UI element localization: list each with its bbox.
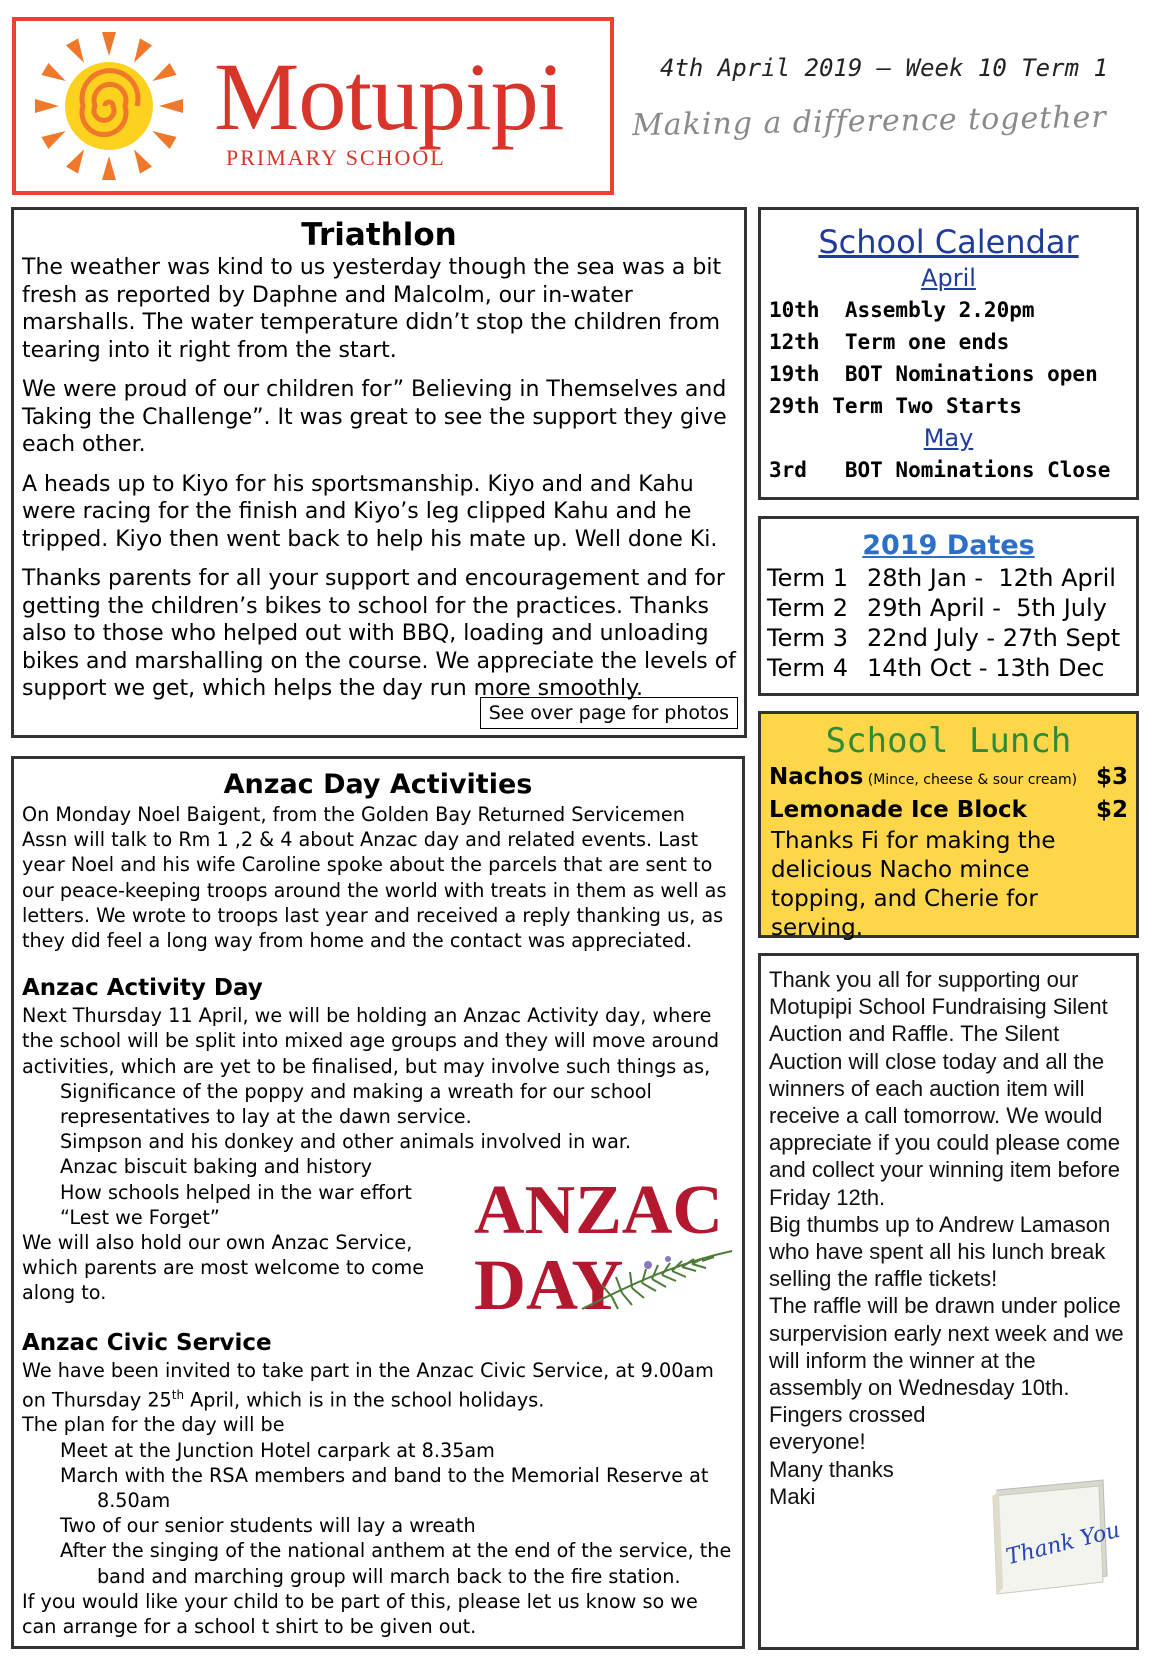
anzac-civic-text xyxy=(22,1358,734,1413)
plan-item: After the singing of the national anthem at the end of the service, the xyxy=(60,1539,732,1563)
anzac-closing: If you would like your child to be part of this, please let us know so we can arrange for a school t shirt to be given out. xyxy=(22,1589,698,1639)
civic-text-part: We have been invited to take part in the Anzac Civic Service, at 9.00am on Thursday 25 xyxy=(22,1358,714,1412)
term-range: 22nd July - 27th Sept xyxy=(867,624,1121,652)
lunch-item xyxy=(769,795,1128,825)
calendar-event: 19th BOT Nominations open xyxy=(769,362,1098,386)
thanks-line: everyone! xyxy=(769,1429,866,1455)
school-name: Motupipi xyxy=(214,43,564,150)
anzac-day-logo xyxy=(472,1169,738,1325)
term-row xyxy=(767,563,1136,593)
thanks-signature: Maki xyxy=(769,1483,816,1509)
anzac-title: Anzac Day Activities xyxy=(223,769,533,800)
lunch-item-note: (Mince, cheese & sour cream) xyxy=(863,772,1078,788)
term-label: Term 1 xyxy=(767,564,849,592)
activity-list-item: How schools helped in the war effort xyxy=(60,1180,412,1204)
sun-logo-icon xyxy=(34,31,184,181)
activity-list-item: “Lest we Forget” xyxy=(60,1205,220,1229)
term-range: 28th Jan - 12th April xyxy=(867,564,1116,592)
school-calendar xyxy=(758,207,1139,500)
school-subtitle: PRIMARY SCHOOL xyxy=(226,145,446,170)
term-label: Term 4 xyxy=(767,654,849,682)
lunch-item-name: Nachos xyxy=(769,764,864,790)
thanks-line: Many thanks xyxy=(769,1456,894,1482)
calendar-event: 12th Term one ends xyxy=(769,330,1010,354)
anzac-logo-line1: ANZAC xyxy=(474,1172,723,1249)
triathlon-paragraph: We were proud of our children for” Believing in Themselves and Taking the Challenge”. It was great to see the support they give each other. xyxy=(22,377,727,457)
lunch-thanks: Thanks Fi for making the delicious Nacho mince topping, and Cherie for serving. xyxy=(771,828,1056,941)
calendar-month-may: May xyxy=(923,424,974,452)
plan-item: Two of our senior students will lay a wreath xyxy=(60,1514,476,1538)
anzac-article xyxy=(11,756,745,1649)
lunch-title: School Lunch xyxy=(825,721,1072,761)
thank-you-card-icon xyxy=(979,1476,1123,1596)
lunch-item-name: Lemonade Ice Block xyxy=(769,797,1027,823)
school-motto: Making a difference together xyxy=(631,99,1107,144)
plan-item-continued: 8.50am xyxy=(97,1489,171,1513)
plan-item: Meet at the Junction Hotel carpark at 8.35am xyxy=(60,1438,495,1462)
triathlon-title: Triathlon xyxy=(301,217,457,253)
term-row xyxy=(767,593,1136,623)
activity-list-item: Simpson and his donkey and other animals involved in war. xyxy=(60,1130,632,1154)
plan-item-continued: band and marching group will march back to the fire station. xyxy=(97,1564,681,1588)
anzac-activity-close: We will also hold our own Anzac Service, which parents are most welcome to come along to. xyxy=(22,1231,425,1305)
lunch-item-price: $3 xyxy=(1095,764,1128,790)
anzac-civic-heading: Anzac Civic Service xyxy=(22,1329,272,1356)
term-label: Term 3 xyxy=(767,624,849,652)
thanks-paragraph: Thank you all for supporting our Motupipi School Fundraising Silent Auction and Raffle. The Silent Auction will close today and all the winners of each auction item will receive a call tomorrow. We would appreciate if you could please come and collect your winning item before Friday 12th. xyxy=(769,967,1120,1210)
civic-date-suffix: th xyxy=(171,1387,185,1402)
activity-list-item: Significance of the poppy and making a wreath for our school representatives to lay at the dawn service. xyxy=(60,1079,652,1129)
term-row xyxy=(767,623,1136,653)
thanks-paragraph: The raffle will be drawn under police surpervision early next week and we will inform the winner at the assembly on Wednesday 10th. xyxy=(769,1293,1124,1401)
calendar-event: 10th Assembly 2.20pm xyxy=(769,298,1035,322)
fundraising-thanks xyxy=(758,953,1139,1650)
thanks-paragraph: Big thumbs up to Andrew Lamason who have spent all his lunch break selling the raffle tickets! xyxy=(769,1211,1111,1292)
triathlon-paragraph: The weather was kind to us yesterday though the sea was a bit fresh as reported by Daphne and Malcolm, our in-water marshalls. The water temperature didn’t stop the children from tearing into it right from the start. xyxy=(22,255,722,363)
anzac-intro: On Monday Noel Baigent, from the Golden Bay Returned Servicemen Assn will talk to Rm 1 ,2 & 4 about Anzac day and related events. Last year Noel and his wife Caroline spoke about the parcels that are sent to our peace-keeping troops around the world with treats in them as well as letters. We wrote to troops last year and received a reply thanking us, as they did feel a long way from home and the contact was appreciated. xyxy=(22,803,727,953)
triathlon-article xyxy=(11,207,747,738)
anzac-activity-text: Next Thursday 11 April, we will be holding an Anzac Activity day, where the school will be split into mixed age groups and they will move around activities, which are yet to be finalised, but may involve such things as, xyxy=(22,1004,719,1078)
photos-note: See over page for photos xyxy=(480,697,738,729)
dates-title: 2019 Dates xyxy=(862,530,1035,561)
term-row xyxy=(767,653,1136,683)
school-masthead xyxy=(12,17,614,195)
calendar-event: 3rd BOT Nominations Close xyxy=(769,458,1111,482)
school-lunch xyxy=(758,711,1139,941)
lunch-item xyxy=(769,762,1128,795)
triathlon-paragraph: Thanks parents for all your support and encouragement and for getting the children’s bikes to school for the practices. Thanks also to those who helped out with BBQ, loading and unloading bikes and marshalling on the course. We appreciate the levels of support we get, which helps the day run more smoothly. xyxy=(22,566,736,701)
term-range: 29th April - 5th July xyxy=(867,594,1107,622)
card-text: Thank You xyxy=(1003,1517,1123,1571)
calendar-title: School Calendar xyxy=(818,223,1079,261)
triathlon-paragraph: A heads up to Kiyo for his sportsmanship. Kiyo and and Kahu were racing for the finish and Kiyo’s leg clipped Kahu and he tripped. Kiyo then went back to help his mate up. Well done Ki. xyxy=(22,471,718,552)
term-range: 14th Oct - 13th Dec xyxy=(867,654,1105,682)
anzac-activity-heading: Anzac Activity Day xyxy=(22,975,263,1002)
calendar-event: 29th Term Two Starts xyxy=(769,394,1022,418)
civic-text-part: April, which is in the school holidays. xyxy=(184,1388,545,1412)
activity-list-item: Anzac biscuit baking and history xyxy=(60,1155,372,1179)
plan-item: March with the RSA members and band to the Memorial Reserve at xyxy=(60,1463,709,1487)
calendar-month-april: April xyxy=(921,264,976,292)
term-label: Term 2 xyxy=(767,594,849,622)
lunch-item-price: $2 xyxy=(1095,797,1128,823)
term-dates xyxy=(758,516,1139,696)
anzac-logo-line2: DAY xyxy=(474,1245,624,1325)
plan-intro: The plan for the day will be xyxy=(22,1413,285,1437)
thanks-line: Fingers crossed xyxy=(769,1402,926,1428)
issue-date: 4th April 2019 – Week 10 Term 1 xyxy=(660,54,1108,82)
